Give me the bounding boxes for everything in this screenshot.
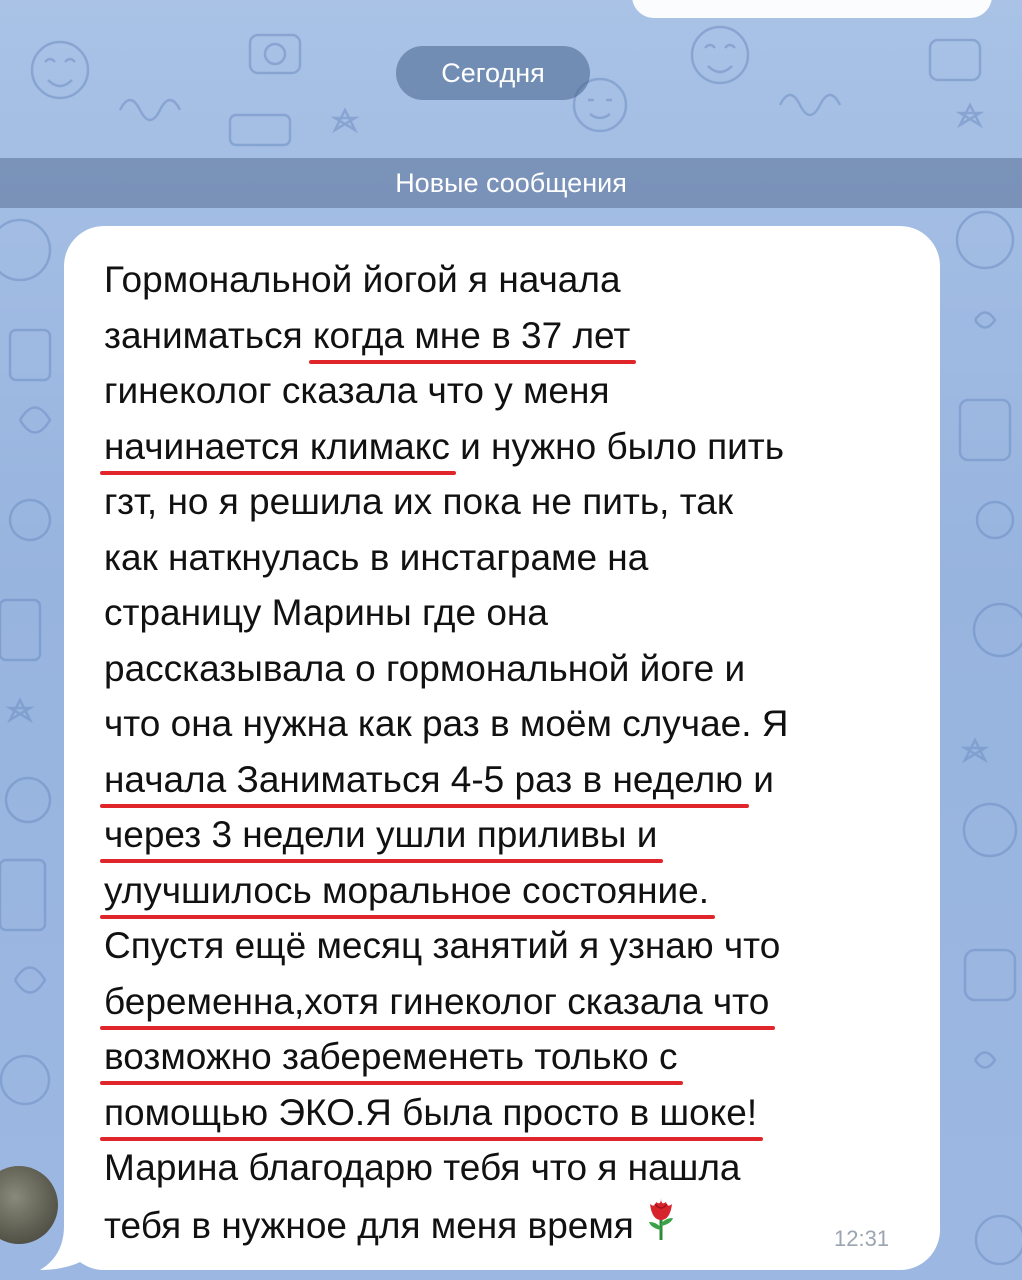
message-line xyxy=(104,863,934,919)
text-segment: и xyxy=(742,758,774,800)
message-line xyxy=(104,419,934,475)
message-line xyxy=(104,974,934,1030)
message-line xyxy=(104,918,934,974)
message-line xyxy=(104,252,934,308)
new-messages-banner: Новые сообщения xyxy=(0,158,1022,208)
message-line xyxy=(104,641,934,697)
message-text xyxy=(104,252,934,1251)
message-line xyxy=(104,474,934,530)
underlined-text: помощью ЭКО.Я была просто в шоке! xyxy=(104,1091,758,1133)
message-line xyxy=(104,807,934,863)
text-segment: гзт, но я решила их пока не пить, так xyxy=(104,481,733,522)
message-line xyxy=(104,308,934,364)
text-segment: что она нужна как раз в моём случае. Я xyxy=(104,703,789,744)
underlined-text: начинается климакс xyxy=(104,425,450,467)
message-line xyxy=(104,530,934,586)
message-line xyxy=(104,1029,934,1085)
previous-message-bubble[interactable] xyxy=(632,0,992,18)
text-segment: Гормональной йогой я начала xyxy=(104,259,621,300)
text-segment: и нужно было пить xyxy=(449,425,785,467)
underlined-text: возможно забеременеть только с xyxy=(104,1036,678,1077)
underlined-text: улучшилось моральное состояние. xyxy=(104,869,710,911)
text-segment: гинеколог сказала что у меня xyxy=(104,370,610,411)
text-segment: заниматься xyxy=(104,314,313,356)
message-line xyxy=(104,1140,934,1196)
text-segment: Спустя ещё месяц занятий я узнаю что xyxy=(104,925,781,966)
text-segment: как наткнулась в инстаграме на xyxy=(104,536,649,578)
message-line xyxy=(104,752,934,808)
message-line xyxy=(104,363,934,419)
underlined-text: начала Заниматься 4-5 раз в неделю xyxy=(104,758,743,800)
message-line xyxy=(104,1085,934,1141)
text-segment: рассказывала о гормональной йоге и xyxy=(104,647,746,689)
text-segment: страницу Марины где она xyxy=(104,592,548,633)
underlined-text: когда мне в 37 лет xyxy=(312,314,631,356)
underlined-text: беременна,хотя гинеколог сказала что xyxy=(104,980,770,1022)
message-line xyxy=(104,585,934,641)
message-time: 12:31 xyxy=(834,1226,890,1251)
text-segment: Марина благодарю тебя что я нашла xyxy=(104,1147,741,1188)
text-segment: тебя в нужное для меня время xyxy=(104,1204,634,1246)
message-line xyxy=(104,1196,934,1252)
rose-emoji-icon xyxy=(644,1196,678,1242)
underlined-text: через 3 недели ушли приливы и xyxy=(104,814,658,855)
message-line xyxy=(104,696,934,752)
date-separator: Сегодня xyxy=(396,46,590,100)
